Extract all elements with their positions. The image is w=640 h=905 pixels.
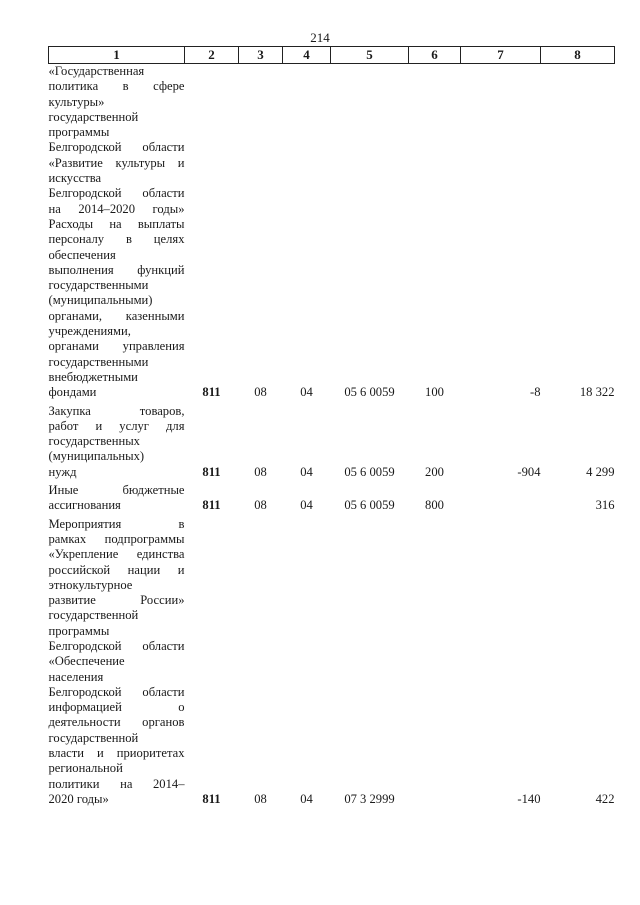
column-header-5: 5 [331,47,409,64]
expense-name-line: рамках подпрограммы [48,531,185,546]
target-article-cell: 05 6 0059 [344,498,395,513]
expense-name-line: «Укрепление единства [48,547,185,562]
expense-name-line: учреждениями, [48,324,131,339]
expense-name-line: (муниципальными) [48,293,153,308]
expense-name-line: органами, казенными [48,308,185,323]
expense-name-line: Иные бюджетные [48,483,185,498]
expense-name-line: программы [48,623,110,638]
section-code-cell: 08 [254,498,267,513]
expense-name-line: государственной [48,109,139,124]
expense-name-line: (муниципальных) [48,449,145,464]
ministry-code-cell: 811 [202,385,221,400]
target-article-cell: 05 6 0059 [344,464,395,479]
expense-name-line: Белгородской области [48,140,185,155]
expense-name-line: политики на 2014– [48,776,185,791]
expense-name-line: нужд [48,464,77,479]
amount-change-cell: -140 [517,791,541,806]
target-article-cell: 05 6 0059 [344,385,395,400]
column-header-7: 7 [461,47,541,64]
expense-name-line: 2020 годы» [48,791,109,806]
expense-name-line: Расходы на выплаты [48,216,185,231]
amount-total-cell: 422 [595,791,615,806]
expense-name-line: политика в сфере [48,79,185,94]
expense-name-cell [49,517,185,808]
expense-name-line: персоналу в целях [48,232,185,247]
expense-name-line: государственными [48,354,149,369]
expense-name-cell [49,404,185,480]
expense-name-line: работ и услуг для [48,418,185,433]
expense-name-line: власти и приоритетах [48,746,185,761]
expense-name-line: на 2014–2020 годы» [48,201,185,216]
section-code-cell: 08 [254,791,267,806]
expense-name-line: государственных [48,434,140,449]
expense-name-line: государственными [48,278,149,293]
expense-name-line: Белгородской области [48,186,185,201]
table-row [49,483,615,514]
column-header-1: 1 [49,47,185,64]
expense-name-cell [49,64,185,401]
expense-name-line: программы [48,125,110,140]
expense-name-line: государственной [48,730,139,745]
expense-name-line: выполнения функций [48,262,185,277]
subsection-code-cell: 04 [300,385,313,400]
section-code-cell: 08 [254,385,267,400]
expense-name-line: ассигнования [48,498,121,513]
expense-name-line: обеспечения [48,247,116,262]
expense-name-line: деятельности органов [48,715,185,730]
expense-name-cell [49,483,185,514]
ministry-code-cell: 811 [202,498,221,513]
expense-name-line: фондами [48,385,97,400]
header-row [49,47,615,64]
expense-name-line: государственной [48,608,139,623]
amount-total-cell: 4 299 [586,464,615,479]
expense-name-line: органами управления [48,339,185,354]
expense-name-line: «Государственная [48,64,145,78]
expense-name-line: внебюджетными [48,369,138,384]
expense-type-cell: 100 [425,385,444,400]
amount-change-cell: -8 [530,385,541,400]
expense-name-line: «Обеспечение [48,654,125,669]
expense-type-cell: 800 [425,498,444,513]
page-number: 214 [310,30,330,45]
expense-name-line: населения [48,669,104,684]
subsection-code-cell: 04 [300,498,313,513]
expense-name-line: культуры» [48,94,105,109]
column-header-3: 3 [239,47,283,64]
column-header-2: 2 [185,47,239,64]
expense-type-cell: 200 [425,464,444,479]
column-header-6: 6 [409,47,461,64]
expense-name-line: развитие России» [48,593,185,608]
ministry-code-cell: 811 [202,791,221,806]
table-row [49,404,615,480]
table-row [49,517,615,808]
expense-name-line: Белгородской области [48,638,185,653]
expense-name-line: информацией о [48,700,185,715]
column-header-4: 4 [283,47,331,64]
ministry-code-cell: 811 [202,464,221,479]
expense-name-line: Белгородской области [48,684,185,699]
budget-table [48,46,615,807]
subsection-code-cell: 04 [300,791,313,806]
expense-name-line: региональной [48,761,123,776]
expense-name-line: искусства [48,171,102,186]
target-article-cell: 07 3 2999 [344,791,395,806]
expense-name-line: российской нации и [48,562,185,577]
expense-name-line: этнокультурное [48,577,133,592]
table-row [49,64,615,401]
subsection-code-cell: 04 [300,464,313,479]
expense-type-cell [409,517,461,808]
expense-name-line: Мероприятия в [48,516,185,531]
amount-total-cell: 316 [595,498,615,513]
amount-total-cell: 18 322 [579,385,615,400]
amount-change-cell: -904 [517,464,541,479]
section-code-cell: 08 [254,464,267,479]
column-header-8: 8 [541,47,615,64]
expense-name-line: «Развитие культуры и [48,155,185,170]
expense-name-line: Закупка товаров, [48,403,185,418]
amount-change-cell [461,483,541,514]
